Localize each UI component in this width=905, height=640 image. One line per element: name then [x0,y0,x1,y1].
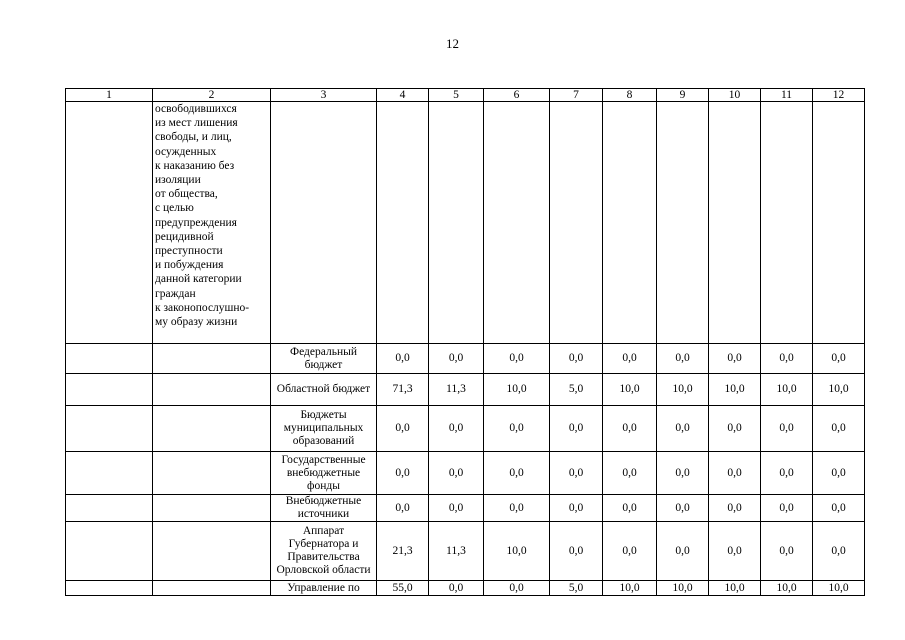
description-line: с целью [155,202,194,215]
value-cell: 0,0 [709,495,761,522]
value-cell: 0,0 [429,581,484,596]
value-cell: 0,0 [603,406,657,452]
description-cell [153,102,271,344]
value-cell: 10,0 [709,374,761,406]
value-cell: 0,0 [603,452,657,495]
value-cell: 0,0 [550,406,603,452]
source-label: Управление по [271,581,377,596]
value-cell: 0,0 [813,495,865,522]
value-cell: 0,0 [761,452,813,495]
value-cell: 0,0 [484,452,550,495]
description-line: рецидивной [155,230,214,243]
value-cell: 0,0 [761,406,813,452]
value-cell: 0,0 [429,406,484,452]
value-cell: 21,3 [377,522,429,581]
column-header: 5 [429,89,484,102]
empty-cell [66,452,153,495]
description-line: освободившихся [155,103,237,115]
empty-cell [66,344,153,374]
value-cell: 10,0 [603,581,657,596]
value-cell: 0,0 [550,522,603,581]
table-row [66,495,865,522]
empty-cell [153,452,271,495]
value-cell: 0,0 [709,406,761,452]
value-cell: 0,0 [813,522,865,581]
empty-cell [153,406,271,452]
value-cell: 10,0 [484,374,550,406]
value-cell: 0,0 [603,522,657,581]
table-row [66,522,865,581]
value-cell: 0,0 [657,406,709,452]
description-line: от общества, [155,188,218,201]
value-cell: 0,0 [377,406,429,452]
description-line: к наказанию без [155,159,235,172]
value-cell: 10,0 [709,581,761,596]
source-label: Бюджеты муниципальных образований [271,406,377,452]
description-line: преступности [155,245,223,258]
column-header: 2 [153,89,271,102]
source-label: Внебюджетные источники [271,495,377,522]
value-cell: 0,0 [550,495,603,522]
value-cell: 0,0 [813,406,865,452]
value-cell: 10,0 [813,374,865,406]
value-cell: 0,0 [709,522,761,581]
value-cell: 0,0 [657,495,709,522]
value-cell: 0,0 [429,495,484,522]
value-cell: 10,0 [761,374,813,406]
value-cell: 10,0 [603,374,657,406]
column-header: 9 [657,89,709,102]
value-cell: 55,0 [377,581,429,596]
column-header: 12 [813,89,865,102]
description-line: граждан [155,287,196,300]
table-row [66,406,865,452]
source-label: Федеральный бюджет [271,344,377,374]
column-header: 3 [271,89,377,102]
value-cell: 0,0 [761,344,813,374]
value-cell: 0,0 [484,581,550,596]
value-cell: 0,0 [813,344,865,374]
page-number: 12 [446,36,459,51]
value-cell: 0,0 [709,344,761,374]
table-row [66,374,865,406]
value-cell: 0,0 [761,522,813,581]
value-cell: 10,0 [813,581,865,596]
value-cell: 0,0 [484,344,550,374]
value-cell: 0,0 [813,452,865,495]
empty-cell [66,581,153,596]
empty-cell [153,581,271,596]
description-line: и побуждения [155,259,224,272]
description-line: предупреждения [155,216,237,229]
value-cell: 0,0 [377,495,429,522]
description-line: осужденных [155,145,217,158]
value-cell: 11,3 [429,522,484,581]
empty-cell [66,495,153,522]
description-line: му образу жизни [155,316,238,329]
description-line: к законопослушно- [155,301,250,314]
empty-cell [66,522,153,581]
value-cell: 0,0 [603,495,657,522]
value-cell: 0,0 [484,406,550,452]
column-header: 10 [709,89,761,102]
source-label: Государственные внебюджетные фонды [271,452,377,495]
column-header: 7 [550,89,603,102]
header-row [66,89,865,102]
budget-table [65,88,865,596]
value-cell: 0,0 [657,452,709,495]
empty-cell [66,406,153,452]
empty-cell [66,102,153,344]
column-header: 1 [66,89,153,102]
table-row [66,581,865,596]
empty-cell [153,374,271,406]
value-cell: 0,0 [429,452,484,495]
empty-cell [153,522,271,581]
value-cell: 10,0 [657,374,709,406]
empty-cell [153,344,271,374]
value-cell: 0,0 [550,344,603,374]
value-cell: 0,0 [657,522,709,581]
description-line: свободы, и лиц, [155,131,232,144]
empty-cell [66,374,153,406]
value-cell: 0,0 [657,344,709,374]
value-cell: 0,0 [377,344,429,374]
empty-cell [153,495,271,522]
value-cell: 0,0 [603,344,657,374]
description-line: данной категории [155,273,242,286]
column-header: 4 [377,89,429,102]
value-cell: 0,0 [550,452,603,495]
value-cell: 11,3 [429,374,484,406]
description-line: изоляции [155,174,201,187]
table-row [66,344,865,374]
value-cell: 10,0 [484,522,550,581]
column-header: 8 [603,89,657,102]
column-header: 6 [484,89,550,102]
value-cell: 71,3 [377,374,429,406]
value-cell: 0,0 [377,452,429,495]
value-cell: 0,0 [484,495,550,522]
source-label: Аппарат Губернатора и Правительства Орловской области [271,522,377,581]
value-cell: 10,0 [761,581,813,596]
table-row [66,452,865,495]
column-header: 11 [761,89,813,102]
value-cell: 0,0 [709,452,761,495]
value-cell: 0,0 [429,344,484,374]
value-cell: 10,0 [657,581,709,596]
value-cell: 5,0 [550,581,603,596]
value-cell: 0,0 [761,495,813,522]
description-row [66,102,865,344]
source-label: Областной бюджет [271,374,377,406]
value-cell: 5,0 [550,374,603,406]
description-line: из мест лишения [155,117,238,130]
